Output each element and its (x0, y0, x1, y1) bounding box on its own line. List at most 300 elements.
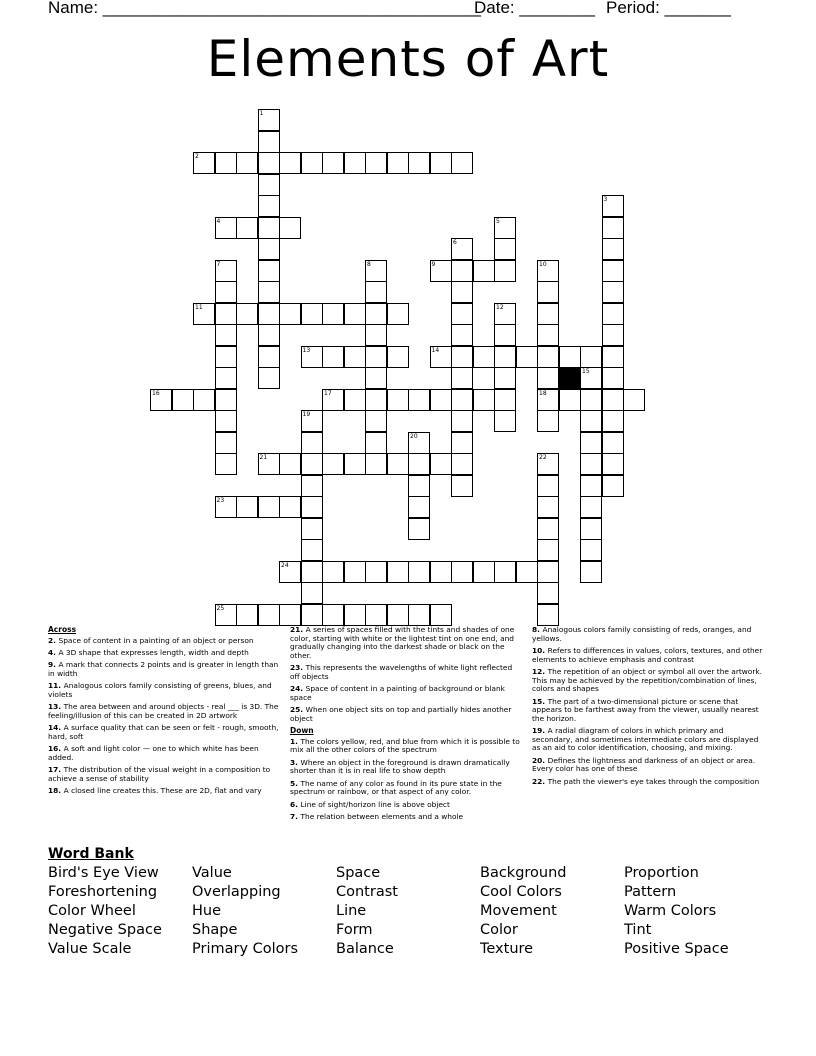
crossword-cell[interactable] (602, 389, 624, 411)
clue-number-label: 22. (532, 776, 548, 786)
crossword-cell[interactable] (279, 496, 301, 518)
clue-number-label: 7. (290, 812, 301, 822)
word-bank-term: Cool Colors (480, 884, 562, 900)
crossword-cell[interactable] (580, 475, 602, 497)
crossword-cell[interactable] (365, 561, 387, 583)
clue-number: 25 (216, 604, 225, 612)
clue-item (290, 780, 524, 797)
crossword-cell[interactable] (193, 152, 215, 174)
crossword-cell[interactable] (559, 389, 581, 411)
crossword-cell[interactable] (365, 367, 387, 389)
crossword-cell[interactable] (408, 389, 430, 411)
clue-number-label: 14. (48, 723, 64, 733)
crossword-cell[interactable] (602, 303, 624, 325)
crossword-cell[interactable] (215, 281, 237, 303)
clue-number-label: 18. (48, 786, 64, 796)
clue-text: A surface quality that can be seen or felt - rough, smooth, hard, soft (48, 723, 279, 741)
clue-number: 3 (603, 196, 608, 203)
clue-item (48, 661, 280, 678)
crossword-cell[interactable] (580, 453, 602, 475)
word-bank-term: Balance (336, 941, 394, 957)
clue-number-label: 1. (290, 736, 301, 746)
clue-number-label: 11. (48, 681, 64, 691)
clue-number-label: 24. (290, 684, 306, 694)
clue-item (290, 759, 524, 776)
clue-item (290, 813, 524, 822)
crossword-cell[interactable] (301, 561, 323, 583)
word-bank-term: Background (480, 865, 567, 881)
crossword-cell[interactable] (236, 152, 258, 174)
crossword-cell[interactable] (537, 367, 559, 389)
clue-text: A 3D shape that expresses length, width and depth (58, 647, 249, 657)
crossword-cell[interactable] (258, 453, 280, 475)
clue-text: The name of any color as found in its pure state in the spectrum or rainbow, or that aspect of any color. (290, 778, 502, 797)
crossword-cell[interactable] (365, 604, 387, 626)
clue-item (48, 703, 280, 720)
crossword-cell[interactable] (344, 561, 366, 583)
crossword-cell[interactable] (602, 410, 624, 432)
clue-item (290, 801, 524, 810)
clue-number: 11 (195, 303, 203, 311)
crossword-cell[interactable] (258, 152, 280, 174)
crossword-cell[interactable] (537, 324, 559, 346)
crossword-cell[interactable] (430, 260, 452, 282)
crossword-cell[interactable] (602, 324, 624, 346)
word-bank-term: Overlapping (192, 884, 281, 900)
crossword-cell[interactable] (537, 260, 559, 282)
clue-item (290, 626, 524, 660)
crossword-cell[interactable] (258, 217, 280, 239)
clue-number: 22 (539, 454, 547, 461)
clue-number: 17 (324, 389, 332, 397)
crossword-cell[interactable] (494, 324, 516, 346)
crossword-cell[interactable] (494, 346, 516, 368)
clue-item (48, 682, 280, 699)
crossword-cell[interactable] (430, 152, 452, 174)
clue-item (48, 724, 280, 741)
word-bank-term: Value Scale (48, 941, 132, 957)
crossword-cell[interactable] (279, 561, 301, 583)
crossword-cell[interactable] (451, 410, 473, 432)
crossword-cell[interactable] (602, 260, 624, 282)
crossword-cell[interactable] (430, 604, 452, 626)
crossword-cell[interactable] (408, 475, 430, 497)
clue-number-label: 13. (48, 702, 64, 712)
clue-number: 7 (216, 260, 221, 268)
crossword-cell[interactable] (473, 389, 495, 411)
clue-text: Analogous colors family consisting of reds, oranges, and yellows. (532, 625, 752, 643)
across-heading: Across (48, 625, 77, 634)
crossword-cell[interactable] (580, 389, 602, 411)
word-bank-term: Pattern (624, 884, 677, 900)
word-bank-column (192, 864, 298, 959)
crossword-cell[interactable] (258, 238, 280, 260)
clue-text: The repetition of an object or symbol all over the artwork. This may be achieved by the repetition/combination of lines, colors and shapes (532, 666, 762, 694)
crossword-cell[interactable] (215, 389, 237, 411)
word-bank-term: Primary Colors (192, 941, 299, 957)
clue-text: The part of a two-dimensional picture or scene that appears to be farthest away from the viewer, usually nearest the horizon. (532, 696, 759, 723)
clue-item (532, 757, 764, 774)
crossword-cell[interactable] (451, 346, 473, 368)
clue-number: 23 (216, 497, 225, 504)
crossword-cell[interactable] (516, 561, 538, 583)
clues-column-2 (290, 626, 524, 825)
crossword-cell[interactable] (344, 604, 366, 626)
crossword-cell[interactable] (451, 152, 473, 174)
crossword-cell[interactable] (494, 561, 516, 583)
crossword-cell[interactable] (172, 389, 194, 411)
clue-number-label: 15. (532, 696, 548, 706)
crossword-cell[interactable] (215, 453, 237, 475)
crossword-cell[interactable] (236, 604, 258, 626)
crossword-cell[interactable] (537, 518, 559, 540)
clue-number-label: 21. (290, 625, 306, 634)
clue-number-label: 3. (290, 757, 301, 767)
crossword-cell[interactable] (602, 217, 624, 239)
clue-number: 16 (152, 389, 160, 397)
crossword-cell[interactable] (301, 475, 323, 497)
crossword-cell[interactable] (322, 561, 344, 583)
clue-text: Refers to differences in values, colors, textures, and other elements to achieve emphasis and contrast (532, 645, 763, 664)
crossword-cell[interactable] (215, 324, 237, 346)
crossword-cell[interactable] (602, 195, 624, 217)
word-bank-column (336, 864, 398, 959)
word-bank-term: Form (336, 922, 373, 938)
clue-text: The distribution of the visual weight in a composition to achieve a sense of stability (48, 765, 271, 783)
crossword-cell[interactable] (279, 604, 301, 626)
crossword-cell[interactable] (236, 496, 258, 518)
crossword-cell[interactable] (537, 389, 559, 411)
crossword-cell[interactable] (537, 453, 559, 475)
crossword-cell[interactable] (215, 496, 237, 518)
clue-number: 10 (539, 260, 547, 268)
clue-number: 9 (431, 260, 436, 268)
word-bank-term: Color Wheel (48, 903, 136, 919)
crossword-cell[interactable] (494, 367, 516, 389)
crossword-cell[interactable] (602, 475, 624, 497)
clue-item (290, 685, 524, 702)
crossword-cell[interactable] (215, 152, 237, 174)
crossword-cell[interactable] (344, 346, 366, 368)
clue-item (532, 727, 764, 753)
clue-text: Analogous colors family consisting of greens, blues, and violets (48, 681, 272, 699)
crossword-cell[interactable] (258, 367, 280, 389)
crossword-cell[interactable] (580, 496, 602, 518)
crossword-cell[interactable] (580, 539, 602, 561)
word-bank-term: Space (336, 865, 381, 881)
crossword-cell[interactable] (430, 453, 452, 475)
crossword-cell[interactable] (258, 195, 280, 217)
word-bank-term: Hue (192, 903, 222, 919)
crossword-cell[interactable] (365, 410, 387, 432)
clue-number-label: 23. (290, 663, 306, 673)
word-bank-term: Foreshortening (48, 884, 158, 900)
clue-item (290, 738, 524, 755)
date-field-label[interactable]: Date: ________ (474, 0, 595, 17)
crossword-cell[interactable] (193, 389, 215, 411)
crossword-cell[interactable] (602, 367, 624, 389)
crossword-cell[interactable] (516, 346, 538, 368)
crossword-cell[interactable] (494, 217, 516, 239)
crossword-cell[interactable] (301, 303, 323, 325)
period-field-label[interactable]: Period: _______ (606, 0, 731, 17)
clue-text: Defines the lightness and darkness of an object or area. Every color has one of these (532, 755, 756, 774)
clue-number-label: 4. (48, 647, 59, 657)
crossword-cell[interactable] (602, 346, 624, 368)
word-bank-term: Negative Space (48, 922, 162, 938)
crossword-cell[interactable] (258, 260, 280, 282)
crossword-cell[interactable] (387, 561, 409, 583)
clue-text: A mark that connects 2 points and is greater in length than in width (48, 660, 279, 678)
crossword-cell[interactable] (451, 324, 473, 346)
clue-number: 19 (302, 411, 311, 418)
crossword-cell[interactable] (279, 152, 301, 174)
crossword-cell[interactable] (236, 303, 258, 325)
crossword-cell[interactable] (215, 217, 237, 239)
crossword-cell[interactable] (387, 346, 409, 368)
crossword-cell[interactable] (451, 561, 473, 583)
word-bank-term: Positive Space (624, 941, 729, 957)
crossword-cell[interactable] (580, 346, 602, 368)
crossword-cell[interactable] (215, 604, 237, 626)
crossword-cell[interactable] (301, 518, 323, 540)
crossword-cell[interactable] (193, 303, 215, 325)
crossword-cell[interactable] (301, 582, 323, 604)
crossword-cell[interactable] (365, 432, 387, 454)
clue-item (48, 745, 280, 762)
crossword-cell[interactable] (301, 346, 323, 368)
crossword-cell[interactable] (387, 604, 409, 626)
crossword-cell[interactable] (602, 453, 624, 475)
clue-text: This represents the wavelengths of white light reflected off objects (290, 663, 513, 681)
crossword-cell[interactable] (430, 389, 452, 411)
clue-item (290, 664, 524, 681)
clue-item (48, 637, 280, 646)
crossword-cell[interactable] (387, 152, 409, 174)
crossword-cell[interactable] (537, 561, 559, 583)
word-bank-term: Texture (480, 941, 534, 957)
clue-number: 12 (496, 303, 504, 311)
crossword-cell[interactable] (494, 260, 516, 282)
crossword-cell[interactable] (559, 346, 581, 368)
clue-number: 6 (453, 239, 457, 246)
clue-item (48, 787, 280, 796)
crossword-cell[interactable] (537, 346, 559, 368)
crossword-cell[interactable] (494, 303, 516, 325)
clue-item (48, 649, 280, 658)
crossword-cell[interactable] (451, 453, 473, 475)
crossword-cell[interactable] (537, 496, 559, 518)
crossword-cell[interactable] (301, 496, 323, 518)
crossword-cell[interactable] (408, 518, 430, 540)
crossword-cell[interactable] (215, 410, 237, 432)
crossword-cell[interactable] (451, 281, 473, 303)
clue-number-label: 17. (48, 765, 64, 775)
crossword-cell[interactable] (408, 496, 430, 518)
crossword-cell[interactable] (365, 453, 387, 475)
crossword-cell[interactable] (279, 303, 301, 325)
clue-number-label: 16. (48, 744, 64, 754)
crossword-cell[interactable] (537, 604, 559, 626)
crossword-cell[interactable] (602, 281, 624, 303)
crossword-cell[interactable] (580, 561, 602, 583)
crossword-cell[interactable] (537, 281, 559, 303)
crossword-cell[interactable] (451, 238, 473, 260)
crossword-cell[interactable] (623, 389, 645, 411)
crossword-cell[interactable] (365, 346, 387, 368)
word-bank-title: Word Bank (48, 846, 134, 862)
clue-number: 1 (259, 110, 264, 117)
crossword-cell[interactable] (494, 238, 516, 260)
clue-text: The area between and around objects - real ___ is 3D. The feeling/illusion of this can be created in 2D artwork (48, 702, 279, 720)
crossword-cell[interactable] (258, 174, 280, 196)
crossword-cell[interactable] (344, 453, 366, 475)
clue-number: 8 (367, 260, 371, 268)
crossword-cell[interactable] (473, 346, 495, 368)
crossword-cell[interactable] (537, 582, 559, 604)
crossword-cell[interactable] (451, 389, 473, 411)
crossword-cell[interactable] (215, 432, 237, 454)
clue-number-label: 8. (532, 625, 543, 634)
crossword-cell[interactable] (301, 604, 323, 626)
down-heading: Down (290, 726, 314, 736)
crossword-cell[interactable] (215, 346, 237, 368)
crossword-cell[interactable] (408, 152, 430, 174)
crossword-cell[interactable] (537, 303, 559, 325)
crossword-cell[interactable] (258, 604, 280, 626)
crossword-cell[interactable] (451, 260, 473, 282)
clue-item (532, 668, 764, 694)
crossword-cell[interactable] (301, 432, 323, 454)
word-bank-term: Color (480, 922, 518, 938)
word-bank-column (624, 864, 729, 959)
crossword-cell[interactable] (279, 453, 301, 475)
clue-number: 24 (281, 561, 289, 569)
crossword-cell[interactable] (215, 303, 237, 325)
crossword-cell[interactable] (473, 561, 495, 583)
clue-item (290, 706, 524, 723)
clue-number: 14 (431, 346, 440, 354)
crossword-cell[interactable] (279, 217, 301, 239)
crossword-cell[interactable] (301, 539, 323, 561)
crossword-cell[interactable] (322, 346, 344, 368)
crossword-cell[interactable] (215, 260, 237, 282)
crossword-cell[interactable] (430, 561, 452, 583)
crossword-cell[interactable] (451, 432, 473, 454)
crossword-cell[interactable] (301, 152, 323, 174)
clue-text: When one object sits on top and partially hides another object (290, 705, 512, 723)
crossword-cell[interactable] (322, 604, 344, 626)
crossword-cell[interactable] (365, 389, 387, 411)
crossword-cell[interactable] (451, 475, 473, 497)
crossword-cell[interactable] (408, 561, 430, 583)
crossword-cell[interactable] (344, 303, 366, 325)
clue-text: A series of spaces filled with the tints and shades of one color, starting with white or the lightest tint on one end, and gradually changing into the darkest shade or black on the other. (290, 625, 515, 660)
crossword-cell[interactable] (344, 389, 366, 411)
crossword-cell[interactable] (473, 260, 495, 282)
crossword-cell[interactable] (580, 432, 602, 454)
crossword-cell[interactable] (258, 496, 280, 518)
crossword-cell[interactable] (258, 324, 280, 346)
page-title: Elements of Art (206, 30, 610, 88)
blocked-cell (559, 367, 581, 389)
crossword-cell[interactable] (494, 410, 516, 432)
crossword-cell[interactable] (344, 152, 366, 174)
clue-text: Where an object in the foreground is drawn dramatically shorter than it is in real life to show depth (290, 757, 510, 776)
crossword-cell[interactable] (365, 324, 387, 346)
crossword-cell[interactable] (537, 410, 559, 432)
clue-number: 13 (302, 346, 311, 354)
crossword-cell[interactable] (258, 109, 280, 131)
clue-number-label: 12. (532, 666, 548, 676)
crossword-cell[interactable] (408, 432, 430, 454)
clue-number-label: 6. (290, 799, 301, 809)
crossword-cell[interactable] (258, 346, 280, 368)
clue-item (532, 647, 764, 664)
crossword-cell[interactable] (322, 453, 344, 475)
crossword-cell[interactable] (301, 453, 323, 475)
clue-text: Line of sight/horizon line is above object (300, 799, 450, 809)
crossword-cell[interactable] (387, 453, 409, 475)
crossword-cell[interactable] (580, 518, 602, 540)
crossword-cell[interactable] (451, 303, 473, 325)
crossword-cell[interactable] (301, 410, 323, 432)
clues-column-1 (48, 626, 280, 800)
crossword-cell[interactable] (451, 367, 473, 389)
clue-text: Space of content in a painting of an object or person (58, 635, 254, 645)
crossword-cell[interactable] (602, 238, 624, 260)
crossword-cell[interactable] (365, 152, 387, 174)
clue-text: A soft and light color — one to which white has been added. (48, 744, 259, 762)
clue-item (48, 766, 280, 783)
crossword-cell[interactable] (215, 367, 237, 389)
word-bank-column (48, 864, 162, 959)
crossword-cell[interactable] (322, 389, 344, 411)
name-field-label[interactable]: Name: ________________________________________ (48, 0, 481, 17)
crossword-cell[interactable] (150, 389, 172, 411)
crossword-cell[interactable] (580, 410, 602, 432)
crossword-cell[interactable] (258, 281, 280, 303)
word-bank-column (480, 864, 567, 959)
crossword-cell[interactable] (537, 475, 559, 497)
crossword-cell[interactable] (365, 260, 387, 282)
crossword-cell[interactable] (365, 303, 387, 325)
word-bank-term: Shape (192, 922, 238, 938)
word-bank-term: Bird's Eye View (48, 865, 159, 881)
crossword-cell[interactable] (322, 303, 344, 325)
crossword-cell[interactable] (258, 303, 280, 325)
crossword-cell[interactable] (258, 131, 280, 153)
crossword-cell[interactable] (602, 432, 624, 454)
crossword-cell[interactable] (387, 389, 409, 411)
clues-column-3 (532, 626, 764, 790)
crossword-cell[interactable] (408, 453, 430, 475)
crossword-cell[interactable] (537, 539, 559, 561)
crossword-cell[interactable] (408, 604, 430, 626)
crossword-cell[interactable] (387, 303, 409, 325)
crossword-cell[interactable] (580, 367, 602, 389)
crossword-cell[interactable] (236, 217, 258, 239)
crossword-cell[interactable] (322, 152, 344, 174)
clue-number-label: 2. (48, 635, 59, 645)
clue-number: 15 (582, 368, 590, 375)
clue-text: A closed line creates this. These are 2D, flat and vary (63, 786, 262, 796)
crossword-cell[interactable] (494, 389, 516, 411)
crossword-cell[interactable] (430, 346, 452, 368)
crossword-cell[interactable] (365, 281, 387, 303)
clue-number: 18 (539, 389, 547, 397)
clue-item (532, 698, 764, 724)
